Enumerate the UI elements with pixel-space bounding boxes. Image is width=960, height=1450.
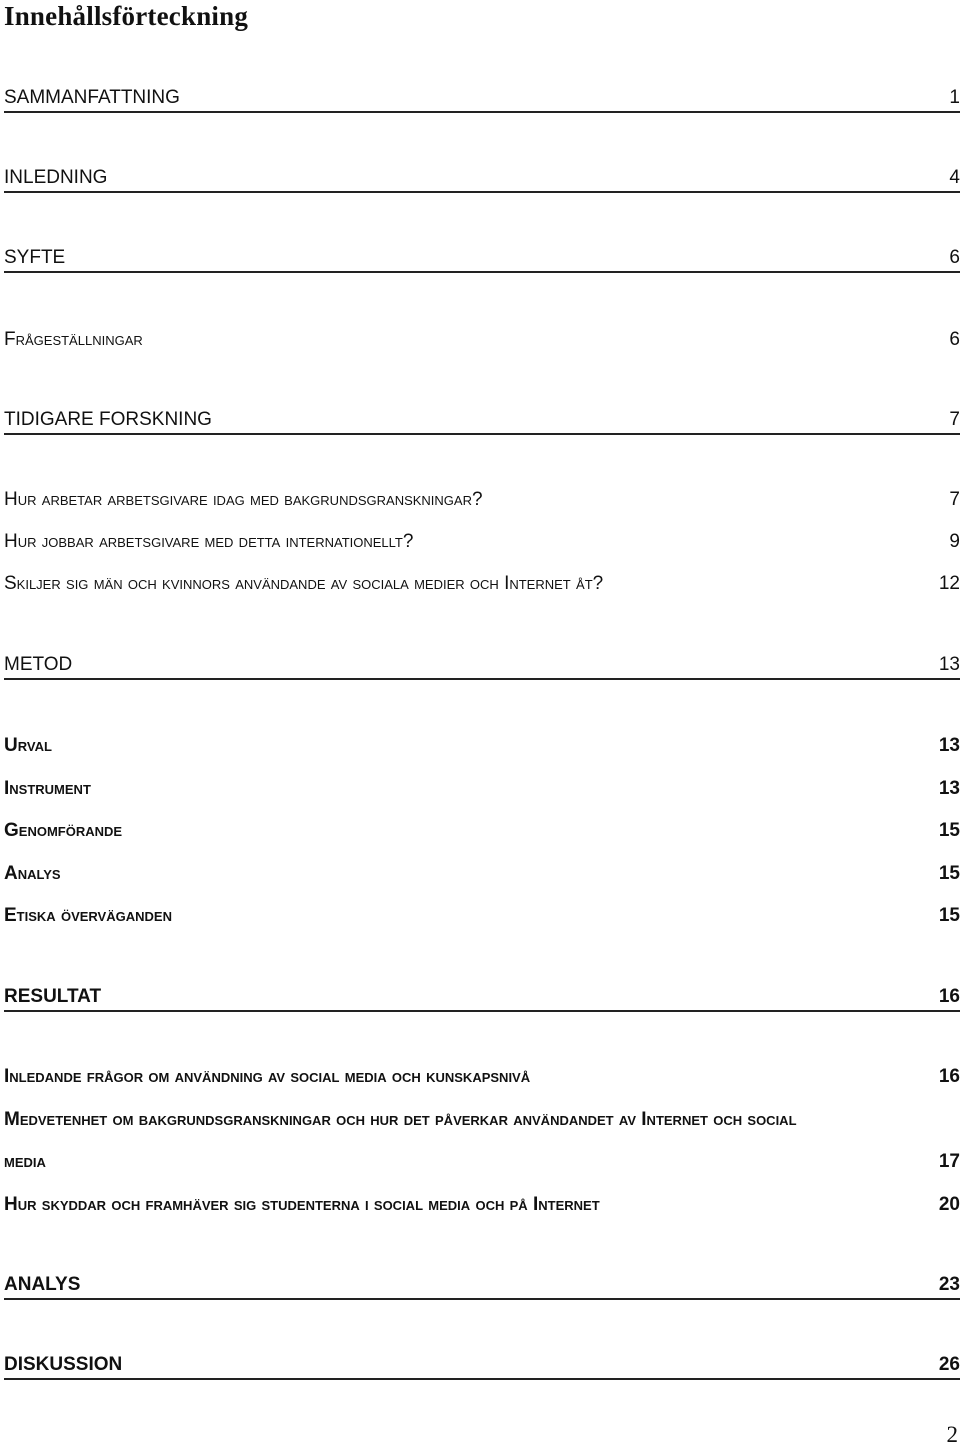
toc-entry-label: Skiljer sig män och kvinnors användande av sociala medier och Internet åt?: [4, 573, 604, 594]
toc-entry-page: 13: [938, 654, 960, 675]
toc-entry-page: 17: [938, 1151, 960, 1172]
toc-entry-tidigare-forskning[interactable]: [4, 408, 960, 435]
toc-entry-page: 12: [938, 573, 960, 594]
toc-entry-fragestallningar[interactable]: [4, 328, 960, 353]
toc-entry-metod[interactable]: [4, 653, 960, 680]
toc-entry-arbetsgivare-bakgrundsgranskningar[interactable]: [4, 488, 960, 513]
toc-entry-label: Inledande frågor om användning av social media och kunskapsnivå: [4, 1066, 531, 1087]
toc-entry-etiska-overvaganden[interactable]: [4, 904, 960, 929]
toc-entry-analys-sub[interactable]: [4, 862, 960, 887]
toc-entry-syfte[interactable]: [4, 246, 960, 273]
toc-entry-resultat[interactable]: [4, 985, 960, 1012]
toc-entry-label: Frågeställningar: [4, 329, 143, 350]
toc-entry-label: Hur skyddar och framhäver sig studenterna i social media och på Internet: [4, 1194, 600, 1215]
toc-entry-page: 16: [938, 1066, 960, 1087]
toc-entry-page: 23: [938, 1274, 960, 1295]
toc-entry-label: SYFTE: [4, 247, 66, 268]
toc-entry-label: TIDIGARE FORSKNING: [4, 409, 212, 430]
page-number: 2: [946, 1422, 958, 1447]
toc-entry-page: 1: [949, 87, 960, 108]
toc-entry-genomforande[interactable]: [4, 819, 960, 844]
toc-entry-page: 6: [949, 329, 960, 350]
toc-entry-hur-skyddar[interactable]: [4, 1193, 960, 1218]
toc-entry-label: Urval: [4, 735, 52, 756]
toc-entry-internationellt[interactable]: [4, 530, 960, 555]
toc-entry-page: 26: [938, 1354, 960, 1375]
toc-entry-medvetenhet-line1[interactable]: [4, 1108, 960, 1133]
toc-entry-label: Genomförande: [4, 820, 123, 841]
toc-entry-page: 6: [949, 247, 960, 268]
toc-entry-label: media: [4, 1151, 46, 1172]
toc-entry-label: DISKUSSION: [4, 1354, 123, 1375]
toc-entry-label: ANALYS: [4, 1274, 81, 1295]
toc-entry-label: Etiska överväganden: [4, 905, 172, 926]
toc-entry-page: 13: [938, 735, 960, 756]
toc-entry-page: 7: [949, 489, 960, 510]
toc-entry-label: INLEDNING: [4, 167, 108, 188]
toc-entry-page: 20: [938, 1194, 960, 1215]
toc-entry-page: 13: [938, 778, 960, 799]
toc-entry-label: Hur jobbar arbetsgivare med detta internationellt?: [4, 531, 414, 552]
toc-entry-page: 7: [949, 409, 960, 430]
toc-entry-inledning[interactable]: [4, 166, 960, 193]
toc-entry-label: RESULTAT: [4, 986, 102, 1007]
toc-entry-page: 15: [938, 820, 960, 841]
toc-entry-man-och-kvinnor[interactable]: [4, 572, 960, 597]
toc-entry-page: 4: [949, 167, 960, 188]
toc-entry-instrument[interactable]: [4, 777, 960, 802]
toc-entry-page: 9: [949, 531, 960, 552]
toc-entry-inledande-fragor[interactable]: [4, 1065, 960, 1090]
toc-entry-label: Medvetenhet om bakgrundsgranskningar och hur det påverkar användandet av Internet och social: [4, 1109, 797, 1130]
toc-entry-label: Analys: [4, 863, 61, 884]
toc-entry-page: 15: [938, 863, 960, 884]
toc-entry-urval[interactable]: [4, 734, 960, 759]
toc-entry-page: 15: [938, 905, 960, 926]
toc-entry-label: SAMMANFATTNING: [4, 87, 180, 108]
page-title: Innehållsförteckning: [4, 1, 249, 31]
toc-entry-page: 16: [938, 986, 960, 1007]
toc-entry-analys[interactable]: [4, 1273, 960, 1300]
toc-entry-label: Hur arbetar arbetsgivare idag med bakgrundsgranskningar?: [4, 489, 483, 510]
toc-entry-label: METOD: [4, 654, 73, 675]
toc-entry-label: Instrument: [4, 778, 91, 799]
toc-entry-medvetenhet-line2[interactable]: [4, 1150, 960, 1175]
toc-entry-sammanfattning[interactable]: [4, 86, 960, 113]
toc-entry-diskussion[interactable]: [4, 1353, 960, 1380]
